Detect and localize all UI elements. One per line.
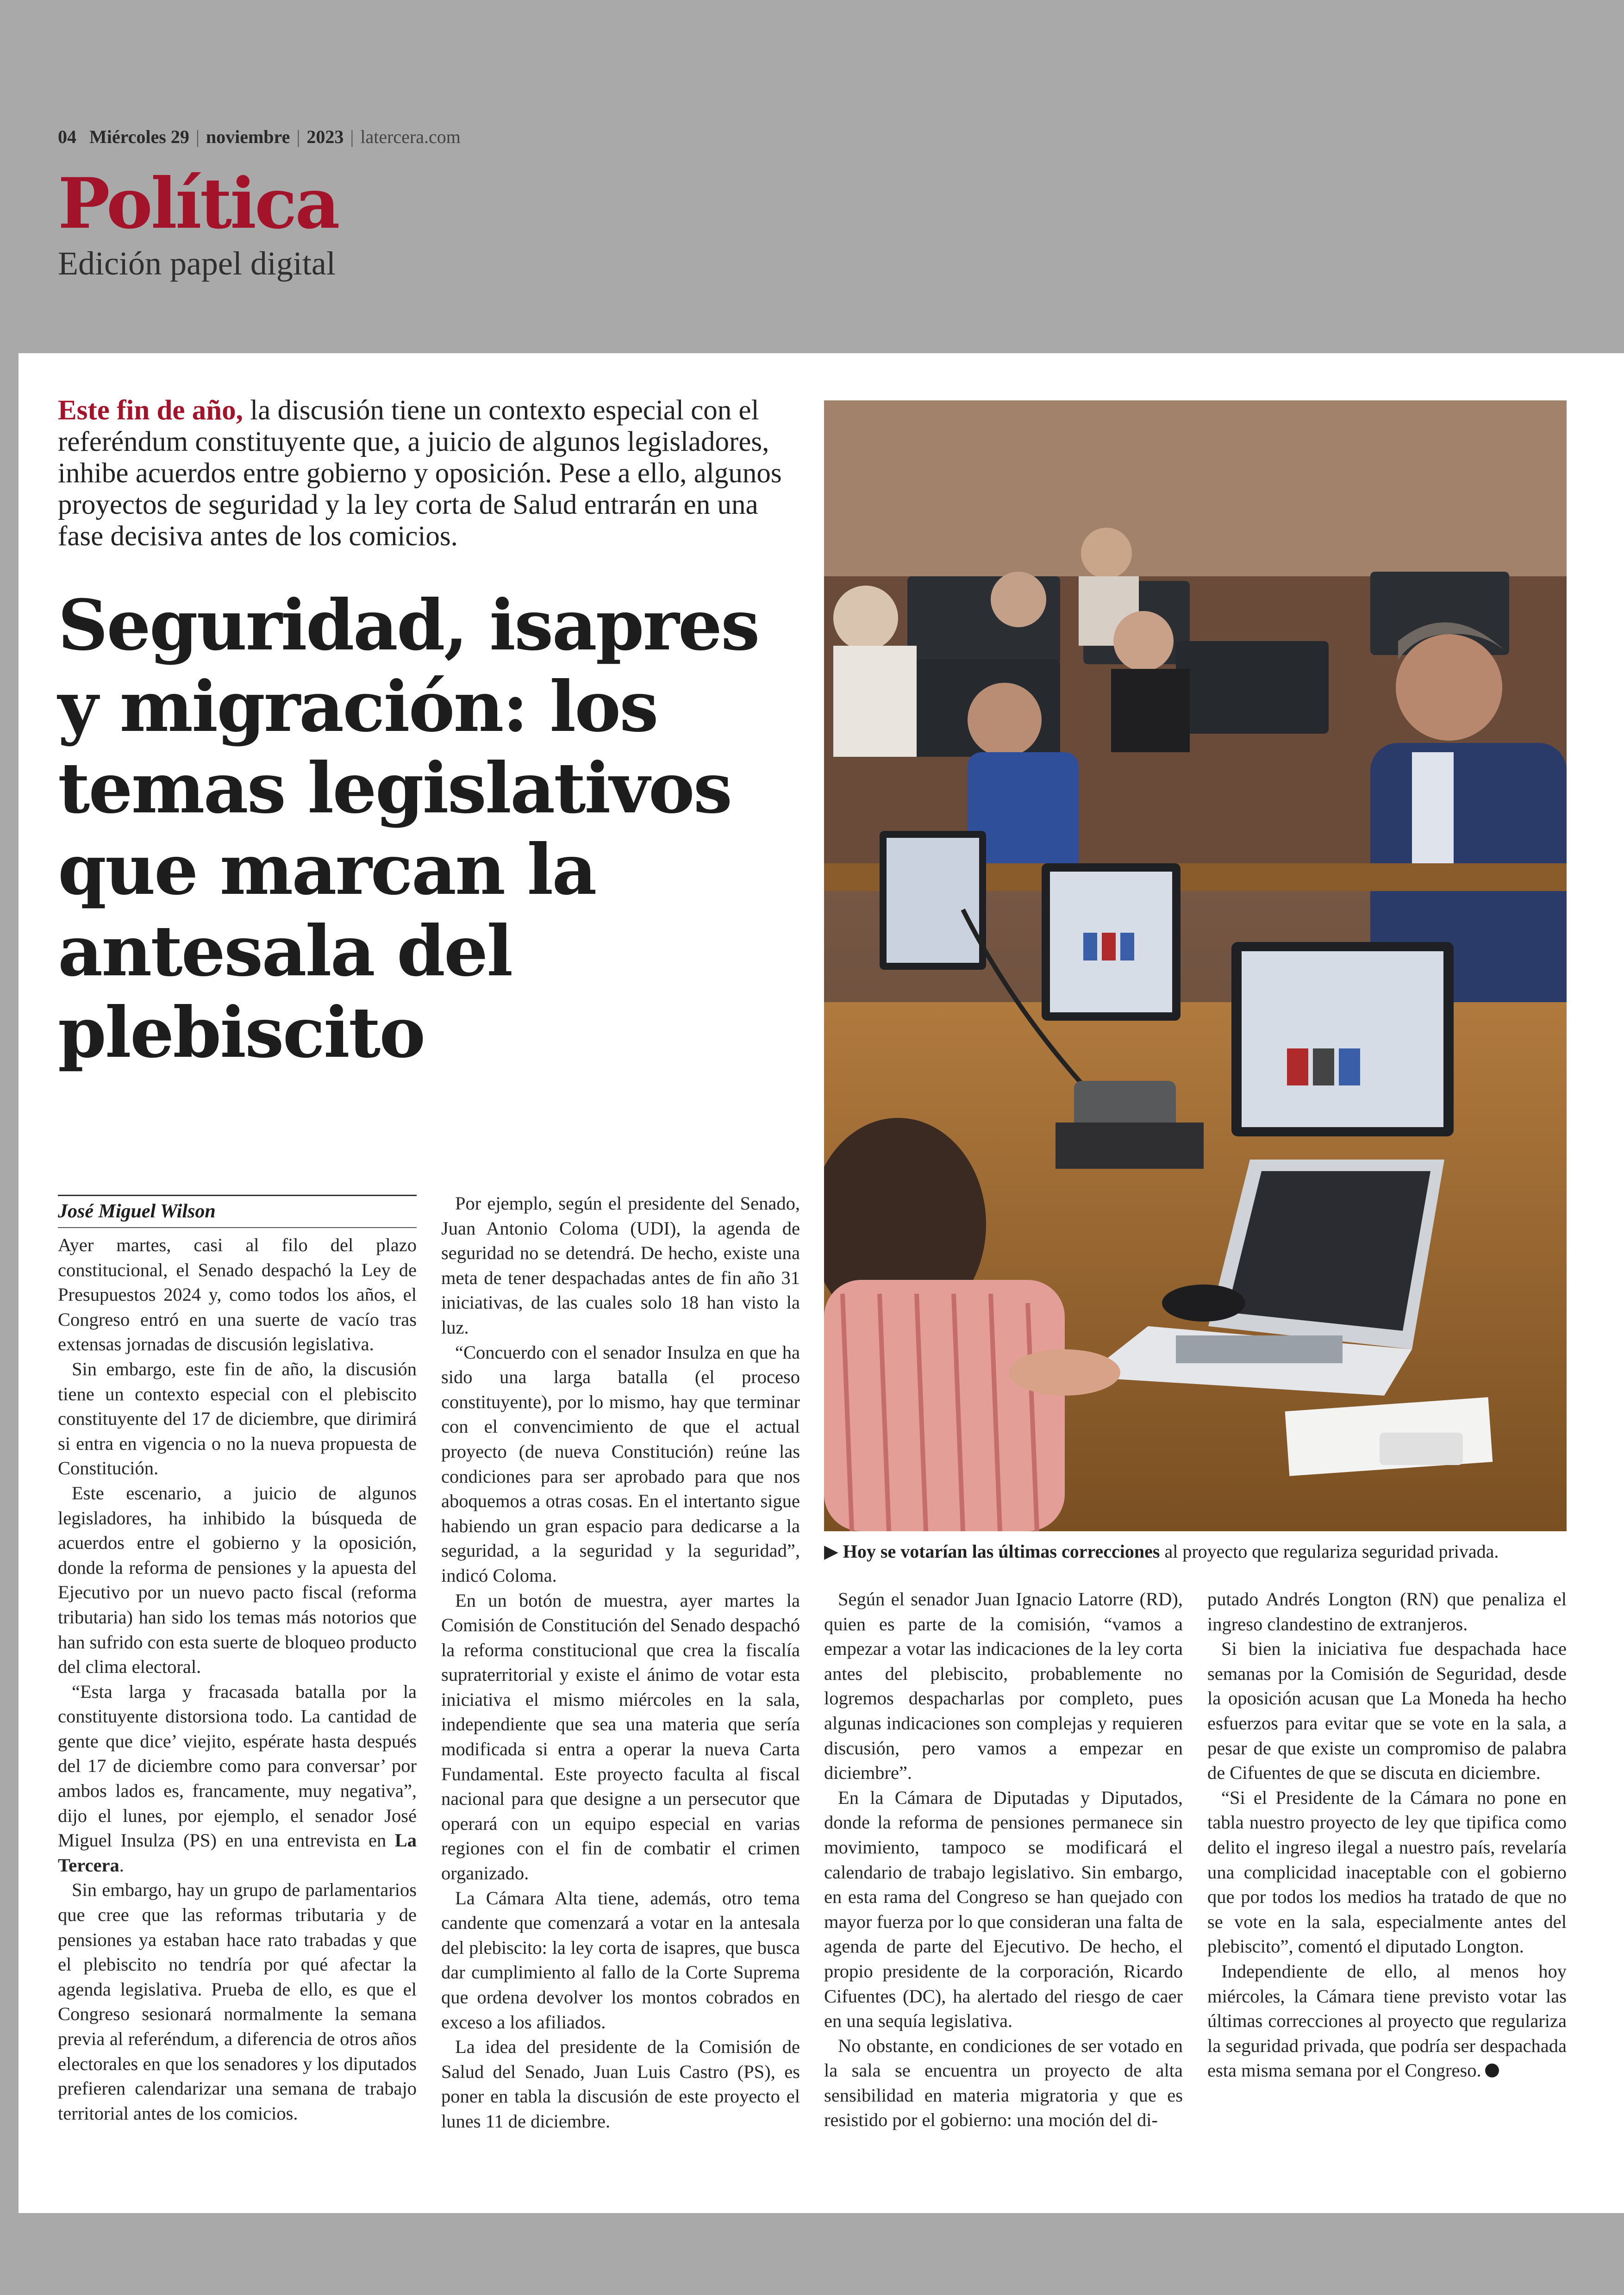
body-paragraph: “Esta larga y fracasada batalla por la constituyente distorsiona todo. La cantidad de gente que dice’ viejito, espérate hasta después del 17 de diciembre como para conversar’ por ambos lados es, francamente, muy negativa”, dijo el lunes, por ejemplo, el senador José Miguel Insulza (PS) en una entrevista en La Tercera. (58, 1681, 417, 1876)
body-paragraph: Ayer martes, casi al filo del plazo constitucional, el Senado despachó la Ley de Presupuestos 2024 y, como todos los años, el Congreso entró en una suerte de vacío tras extensas jornadas de discusión legislativa. (58, 1235, 417, 1355)
folio-date: Miércoles 29 (89, 126, 189, 147)
body-paragraph: En la Cámara de Diputadas y Diputados, donde la reforma de pensiones permanece sin movimiento, tampoco se modificará el calendario de trabajo legislativo. Sin embargo, en esta rama del Congreso se han quejado con mayor fuerza por lo que consideran una falta de agenda de parte del Ejecutivo. De hecho, el propio presidente de la corporación, Ricardo Cifuentes (DC), ha alertado del riesgo de caer en una sequía legislativa. (824, 1787, 1183, 2032)
folio-month: noviembre (206, 126, 290, 147)
body-paragraph: Por ejemplo, según el presidente del Senado, Juan Antonio Coloma (UDI), la agenda de seguridad no se detendrá. De hecho, existe una meta de tener despachadas antes de fin año 31 iniciativas, de las cuales solo 18 han visto la luz. (441, 1193, 800, 1338)
body-paragraph: Este escenario, a juicio de algunos legisladores, ha inhibido la búsqueda de acuerdos entre el gobierno y la oposición, donde la reforma de pensiones y la apuesta del Ejecutivo por un nuevo pacto fiscal (reforma tributaria) han sido los temas más notorios que han sufrido con esta suerte de bloqueo producto del clima electoral. (58, 1482, 417, 1678)
folio-separator: | (296, 126, 300, 147)
edition-label: Edición papel digital (58, 245, 336, 282)
caption-bold: Hoy se votarían las últimas correcciones (843, 1541, 1160, 1562)
body-paragraph: No obstante, en condiciones de ser votado en la sala se encuentra un proyecto de alta sensibilidad en materia migratoria y que es resistido por el gobierno: una moción del di- (824, 2035, 1183, 2131)
folio-separator: | (195, 126, 200, 147)
body-paragraph: La idea del presidente de la Comisión de Salud del Senado, Juan Luis Castro (PS), es poner en tabla la discusión de este proyecto el lunes 11 de diciembre. (441, 2036, 800, 2132)
article-page (19, 353, 1624, 2213)
body-paragraph: “Si el Presidente de la Cámara no pone en tabla nuestro proyecto de ley que tipifica como delito el ingreso ilegal a nuestro país, revelaría una complicidad inaceptable con el gobierno que por todos los medios ha tratado de que no se vote en la sala, especialmente antes del plebiscito”, comentó el diputado Longton. (1207, 1787, 1567, 1957)
body-paragraph: La Cámara Alta tiene, además, otro tema candente que comenzará a votar en la antesala del plebiscito: la ley corta de isapres, que busca dar cumplimiento al fallo de la Corte Suprema que ordena devolver los montos cobrados en exceso a los afiliados. (441, 1887, 800, 2033)
photo-caption (824, 1540, 1567, 1562)
lede-kicker: Este fin de año, (58, 395, 243, 426)
section-title: Política (58, 163, 338, 244)
end-mark-icon (1485, 2064, 1499, 2077)
body-paragraph: Sin embargo, este fin de año, la discusión tiene un contexto especial con el plebiscito constituyente del 17 de diciembre, que dirimirá si entra en vigencia o no la nueva propuesta de Constitución. (58, 1358, 417, 1479)
caption-arrow-icon: ▶ (824, 1541, 838, 1562)
page-number: 04 (58, 126, 76, 147)
byline-rule (58, 1227, 417, 1228)
body-paragraph: putado Andrés Longton (RN) que penaliza el ingreso clandestino de extranjeros. (1207, 1589, 1567, 1634)
body-paragraph (1207, 1959, 1567, 2083)
folio-separator: | (350, 126, 354, 147)
body-paragraph: Según el senador Juan Ignacio Latorre (RD), quien es parte de la comisión, “vamos a empezar a votar las indicaciones de la ley corta antes del plebiscito, probablemente no logremos despacharlas por completo, pues algunas indicaciones son complejas y requieren discusión, pero vamos a empezar en diciembre”. (824, 1589, 1183, 1784)
article-headline: Seguridad, isapres y migración: los temas legislativos que marcan la antesala del plebiscito (58, 585, 759, 1073)
lede-text: la discusión tiene un contexto especial con el referéndum constituyente que, a juicio de algunos legisladores, inhibe acuerdos entre gobierno y oposición. Pese a ello, algunos proyectos de seguridad y la ley corta de Salud entrarán en una fase decisiva antes de los comicios. (58, 395, 782, 552)
senate-chamber-photo (824, 400, 1567, 1531)
caption-text: al proyecto que regulariza seguridad privada. (1160, 1541, 1499, 1562)
article-photo (824, 400, 1567, 1531)
body-column-4 (1207, 1587, 1567, 2083)
body-paragraph: Si bien la iniciativa fue despachada hace semanas por la Comisión de Seguridad, desde la oposición acusan que La Moneda ha hecho esfuerzos para evitar que se vote en la sala, a pesar de que existe un compromiso de palabra de Cifuentes de que se discuta en diciembre. (1207, 1638, 1567, 1784)
body-column-1 (58, 1233, 417, 2126)
body-column-3 (824, 1587, 1183, 2133)
folio-year: 2023 (306, 126, 344, 147)
article-lede (58, 395, 789, 552)
body-paragraph: En un botón de muestra, ayer martes la Comisión de Constitución del Senado despachó la reforma constitucional que crea la fiscalía supraterritorial y existe el ánimo de votar esta iniciativa el mismo miércoles en la sala, independiente que sea una materia que sería modificada si entra a operar la nueva Carta Fundamental. Este proyecto faculta al fiscal nacional para que designe a un persecutor que operará con un equipo especial en varias regiones con el fin de combatir el crimen organizado. (441, 1590, 800, 1884)
body-text: “Esta larga y fracasada batalla por la constituyente distorsiona todo. La cantidad de gente que dice’ viejito, espérate hasta después del 17 de diciembre como para conversar’ por ambos lados es, francamente, muy negativa”, dijo el lunes, por ejemplo, el senador José Miguel Insulza (PS) en una entrevista en (58, 1681, 417, 1851)
body-paragraph: Sin embargo, hay un grupo de parlamentarios que cree que las reformas tributaria y de pensiones ya estaban hace rato trabadas y que el plebiscito no tendría por qué afectar la agenda legislativa. Prueba de ello, es que el Congreso sesionará normalmente la semana previa al referéndum, a diferencia de otros años electorales en que los senadores y los diputados prefieren calendarizar una semana de trabajo territorial antes de los comicios. (58, 1879, 417, 2124)
body-text: Independiente de ello, al menos hoy miércoles, la Cámara tiene previsto votar las últimas correcciones al proyecto que regulariza la seguridad privada, que podría ser despachada esta misma semana por el Congreso. (1207, 1960, 1567, 2081)
publication-name: La Tercera (58, 1830, 417, 1876)
site-link[interactable]: latercera.com (360, 126, 461, 147)
body-paragraph: “Concuerdo con el senador Insulza en que ha sido una larga batalla (el proceso constituyente), por lo mismo, hay que terminar con el convencimiento de que el actual proyecto (de nueva Constitución) reúne las condiciones para ser aprobado para que nos aboquemos a otras cosas. En el intertanto sigue habiendo un gran espacio para dedicarse a la seguridad, a la seguridad y la seguridad”, indicó Coloma. (441, 1341, 800, 1586)
byline: José Miguel Wilson (58, 1201, 216, 1222)
page-folio (58, 126, 461, 148)
byline-rule (58, 1195, 417, 1196)
body-column-2 (441, 1191, 800, 2134)
